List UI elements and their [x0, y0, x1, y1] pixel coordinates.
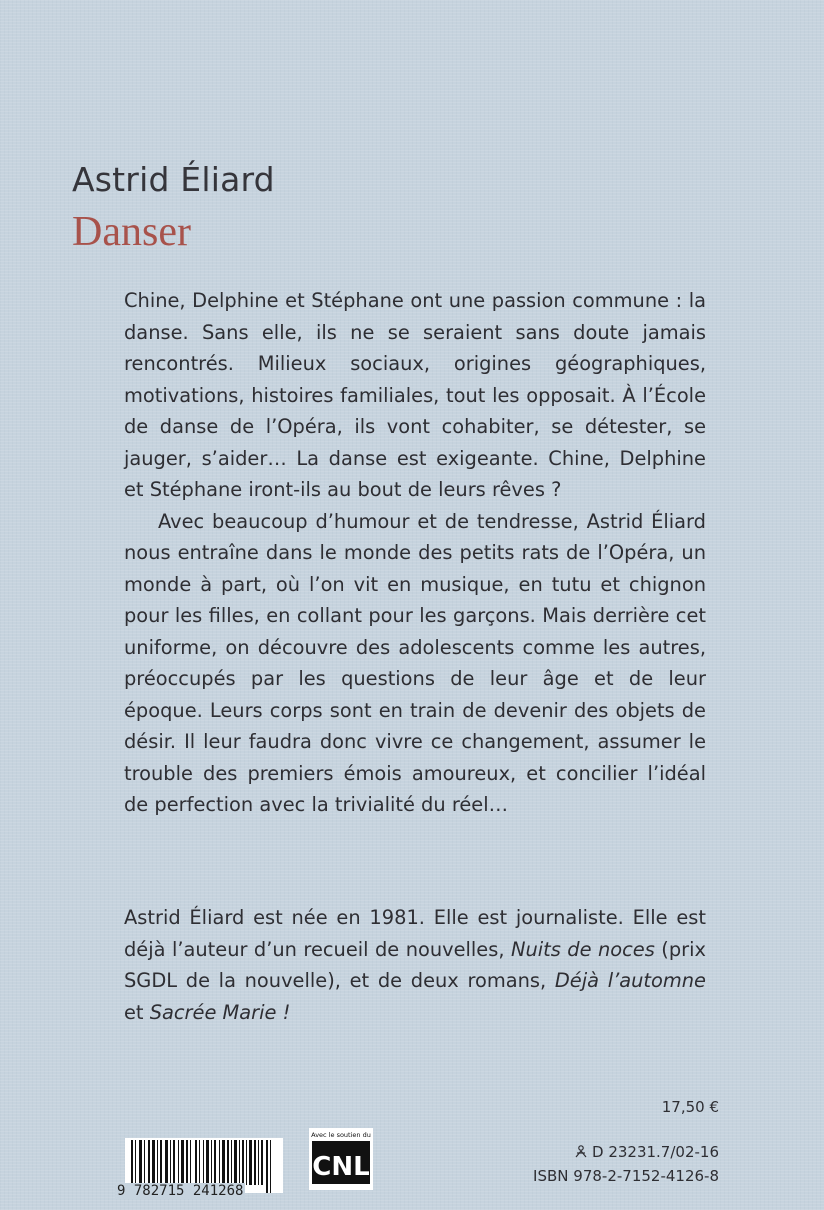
cnl-support-text: Avec le soutien du — [311, 1131, 371, 1139]
blurb-paragraph-2: Avec beaucoup d’humour et de tendresse, Astrid Éliard nous entraîne dans le monde des petits rats de l’Opéra, un monde à part, où l’on vit en musique, en tutu et chignon pour les filles, en collant pour les garçons. Mais derrière cet uniforme, on découvre des adolescents comme les autres, préoccupés par les questions de leur âge et de leur époque. Leurs corps sont en train de devenir des objets de désir. Il leur faudra donc vivre ce changement, assumer le trouble des premiers émois amoureux, et concilier l’idéal de perfection avec la trivialité du réel… — [124, 509, 706, 816]
cnl-logo-text: CNL — [312, 1152, 370, 1182]
publication-codes — [533, 1140, 719, 1188]
bio-work-3: Sacrée Marie ! — [149, 1000, 291, 1024]
bio-text-2: (prix SGDL de la nouvelle), et de deux romans, — [124, 937, 707, 992]
book-title: Danser — [72, 209, 191, 255]
price: 17,50 € — [661, 1098, 719, 1116]
isbn: ISBN 978-2-7152-4126-8 — [533, 1167, 719, 1185]
cnl-logo-icon — [309, 1128, 373, 1190]
blurb-paragraph-1: Chine, Delphine et Stéphane ont une passion commune : la danse. Sans elle, ils ne se seraient sans doute jamais rencontrés. Milieux sociaux, origines géographiques, motivations, histoires familiales, tout les opposait. À l’École de danse de l’Opéra, ils vont cohabiter, se détester, se jauger, s’aider… La danse est exigeante. Chine, Delphine et Stéphane iront-ils au bout de leurs rêves ? — [124, 289, 706, 501]
barcode-digits: 9 782715 241268 — [117, 1183, 244, 1199]
depot-line — [533, 1140, 719, 1164]
blurb — [124, 285, 706, 821]
bio-text-1: Astrid Éliard est née en 1981. Elle est journaliste. Elle est déjà l’auteur d’un recueil de nouvelles, — [124, 906, 706, 961]
bio-work-2: Déjà l’automne — [554, 969, 706, 992]
author-name: Astrid Éliard — [72, 160, 275, 199]
bio-text-3: et — [124, 1000, 150, 1024]
depot-code: D 23231.7/02-16 — [592, 1143, 719, 1161]
author-bio — [124, 902, 706, 1028]
bio-work-1: Nuits de noces — [510, 937, 655, 961]
author-bio-paragraph — [124, 902, 706, 1028]
publisher-mark-icon — [574, 1141, 588, 1155]
